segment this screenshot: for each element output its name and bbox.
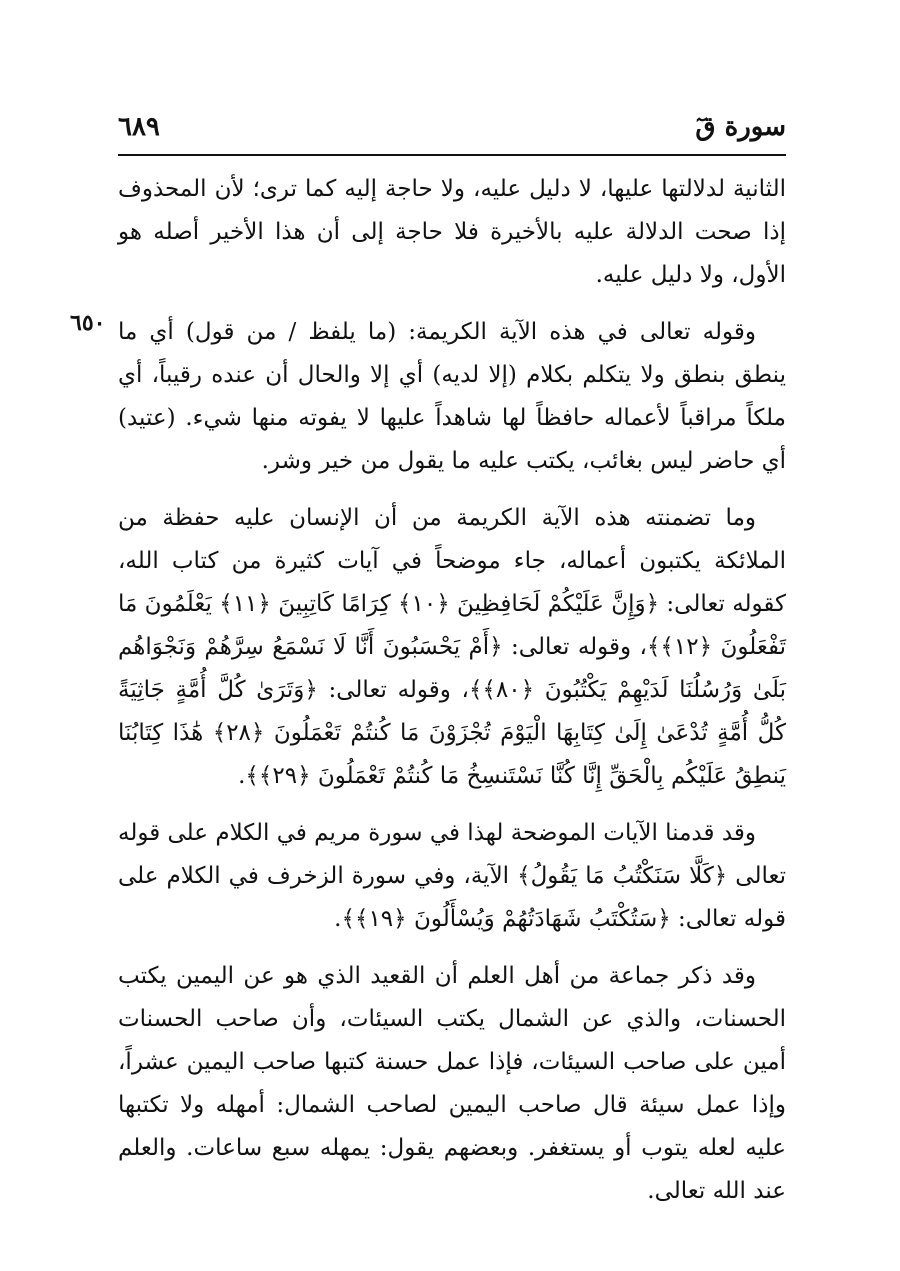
paragraph-4: وقد قدمنا الآيات الموضحة لهذا في سورة مريم في الكلام على قوله تعالى ﴿كَلَّا سَنَكْتُبُ مَا يَقُولُ﴾ الآية، وفي سورة الزخرف في الكلام على قوله تعالى: ﴿سَتُكْتَبُ شَهَادَتُهُمْ وَيُسْأَلُونَ ﴿١٩﴾﴾. [117, 820, 786, 932]
page-number: ٦٨٩ [118, 112, 160, 142]
paragraph-2: وقوله تعالى في هذه الآية الكريمة: (ما يلفظ / من قول) أي ما ينطق بنطق ولا يتكلم بكلام (إلا لديه) أي إلا والحال أن عنده رقيباً، أي ملكاً مراقباً لأعماله حافظاً لها شاهداً عليها لا يفوته منها شيء. (عتيد) أي حاضر ليس بغائب، يكتب عليه ما يقول من خير وشر. [118, 319, 786, 474]
paragraph-3: وما تضمنته هذه الآية الكريمة من أن الإنسان عليه حفظة من الملائكة يكتبون أعماله، جاء موضحاً في آيات كثيرة من كتاب الله، كقوله تعالى: ﴿وَإِنَّ عَلَيْكُمْ لَحَافِظِينَ ﴿١٠﴾ كِرَامًا كَاتِبِينَ ﴿١١﴾ يَعْلَمُونَ مَا تَفْعَلُونَ ﴿١٢﴾﴾، وقوله تعالى: ﴿أَمْ يَحْسَبُونَ أَنَّا لَا نَسْمَعُ سِرَّهُمْ وَنَجْوَاهُم بَلَىٰ وَرُسُلُنَا لَدَيْهِمْ يَكْتُبُونَ ﴿٨٠﴾﴾، وقوله تعالى: ﴿وَتَرَىٰ كُلَّ أُمَّةٍ جَاثِيَةً كُلُّ أُمَّةٍ تُدْعَىٰ إِلَىٰ كِتَابِهَا الْيَوْمَ تُجْزَوْنَ مَا كُنتُمْ تَعْمَلُونَ ﴿٢٨﴾ هَٰذَا كِتَابُنَا يَنطِقُ عَلَيْكُم بِالْحَقِّ إِنَّا كُنَّا نَسْتَنسِخُ مَا كُنتُمْ تَعْمَلُونَ ﴿٢٩﴾﴾. [118, 505, 787, 789]
header-rule [118, 154, 786, 156]
margin-page-reference: ٦٥٠ [70, 310, 106, 336]
paragraph-1: الثانية لدلالتها عليها، لا دليل عليه، ولا حاجة إليه كما ترى؛ لأن المحذوف إذا صحت الدلالة عليه بالأخيرة فلا حاجة إلى أن هذا الأخير أصله هو الأول، ولا دليل عليه. [118, 176, 786, 288]
page-body [118, 168, 786, 1213]
page-header [118, 112, 786, 148]
surah-title: سورة قٓ [695, 112, 786, 142]
paragraph-5: وقد ذكر جماعة من أهل العلم أن القعيد الذي هو عن اليمين يكتب الحسنات، والذي عن الشمال يكتب السيئات، وأن صاحب الحسنات أمين على صاحب السيئات، فإذا عمل حسنة كتبها صاحب اليمين عشراً، وإذا عمل سيئة قال صاحب اليمين لصاحب الشمال: أمهله ولا تكتبها عليه لعله يتوب أو يستغفر. وبعضهم يقول: يمهله سبع ساعات. والعلم عند الله تعالى. [118, 963, 786, 1204]
